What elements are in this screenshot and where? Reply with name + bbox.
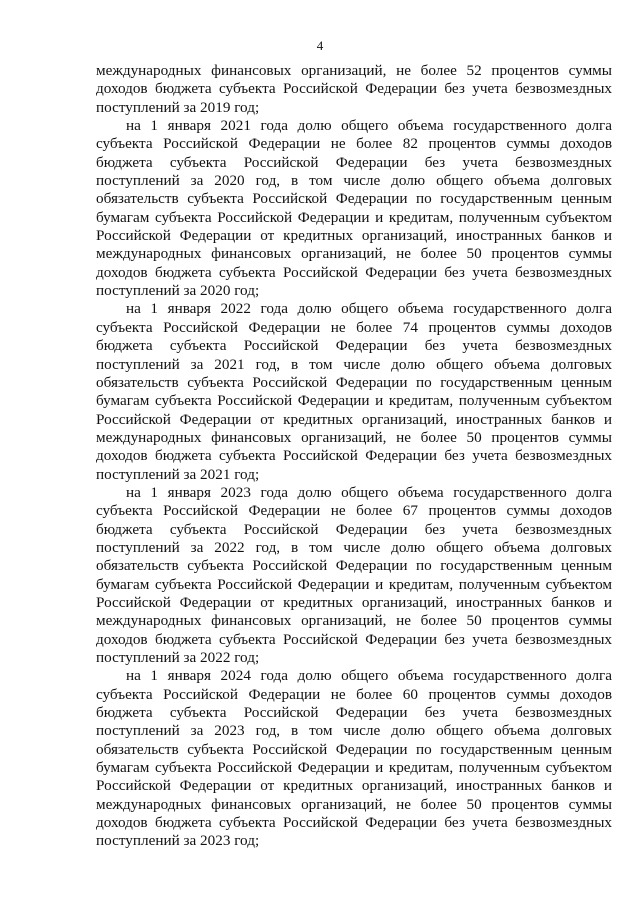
paragraph-2021: на 1 января 2021 года долю общего объема государственного долга субъекта Российской Федерации не более 82 процентов суммы доходов бюджета субъекта Российской Федерации без учета безвозмездных поступлений за 2020 год, в том числе долю общего объема долговых обязательств субъекта Российской Федерации по государственным ценным бумагам субъекта Российской Федерации и кредитам, полученным субъектом Российской Федерации от кредитных организаций, иностранных банков и международных финансовых организаций, не более 50 процентов суммы доходов бюджета субъекта Российской Федерации без учета безвозмездных поступлений за 2020 год; bbox=[96, 117, 612, 300]
paragraph-continuation-2019: международных финансовых организаций, не более 52 процентов суммы доходов бюджета субъекта Российской Федерации без учета безвозмездных поступлений за 2019 год; bbox=[96, 62, 612, 116]
paragraph-2024: на 1 января 2024 года долю общего объема государственного долга субъекта Российской Федерации не более 60 процентов суммы доходов бюджета субъекта Российской Федерации без учета безвозмездных поступлений за 2023 год, в том числе долю общего объема долговых обязательств субъекта Российской Федерации по государственным ценным бумагам субъекта Российской Федерации и кредитам, полученным субъектом Российской Федерации от кредитных организаций, иностранных банков и международных финансовых организаций, не более 50 процентов суммы доходов бюджета субъекта Российской Федерации без учета безвозмездных поступлений за 2023 год; bbox=[96, 667, 612, 850]
paragraph-2023: на 1 января 2023 года долю общего объема государственного долга субъекта Российской Федерации не более 67 процентов суммы доходов бюджета субъекта Российской Федерации без учета безвозмездных поступлений за 2022 год, в том числе долю общего объема долговых обязательств субъекта Российской Федерации по государственным ценным бумагам субъекта Российской Федерации и кредитам, полученным субъектом Российской Федерации от кредитных организаций, иностранных банков и международных финансовых организаций, не более 50 процентов суммы доходов бюджета субъекта Российской Федерации без учета безвозмездных поступлений за 2022 год; bbox=[96, 483, 612, 666]
page-number: 4 bbox=[316, 38, 324, 53]
paragraph-2022: на 1 января 2022 года долю общего объема государственного долга субъекта Российской Федерации не более 74 процентов суммы доходов бюджета субъекта Российской Федерации без учета безвозмездных поступлений за 2021 год, в том числе долю общего объема долговых обязательств субъекта Российской Федерации по государственным ценным бумагам субъекта Российской Федерации и кредитам, полученным субъектом Российской Федерации от кредитных организаций, иностранных банков и международных финансовых организаций, не более 50 процентов суммы доходов бюджета субъекта Российской Федерации без учета безвозмездных поступлений за 2021 год; bbox=[96, 300, 612, 483]
document-body bbox=[96, 62, 612, 851]
